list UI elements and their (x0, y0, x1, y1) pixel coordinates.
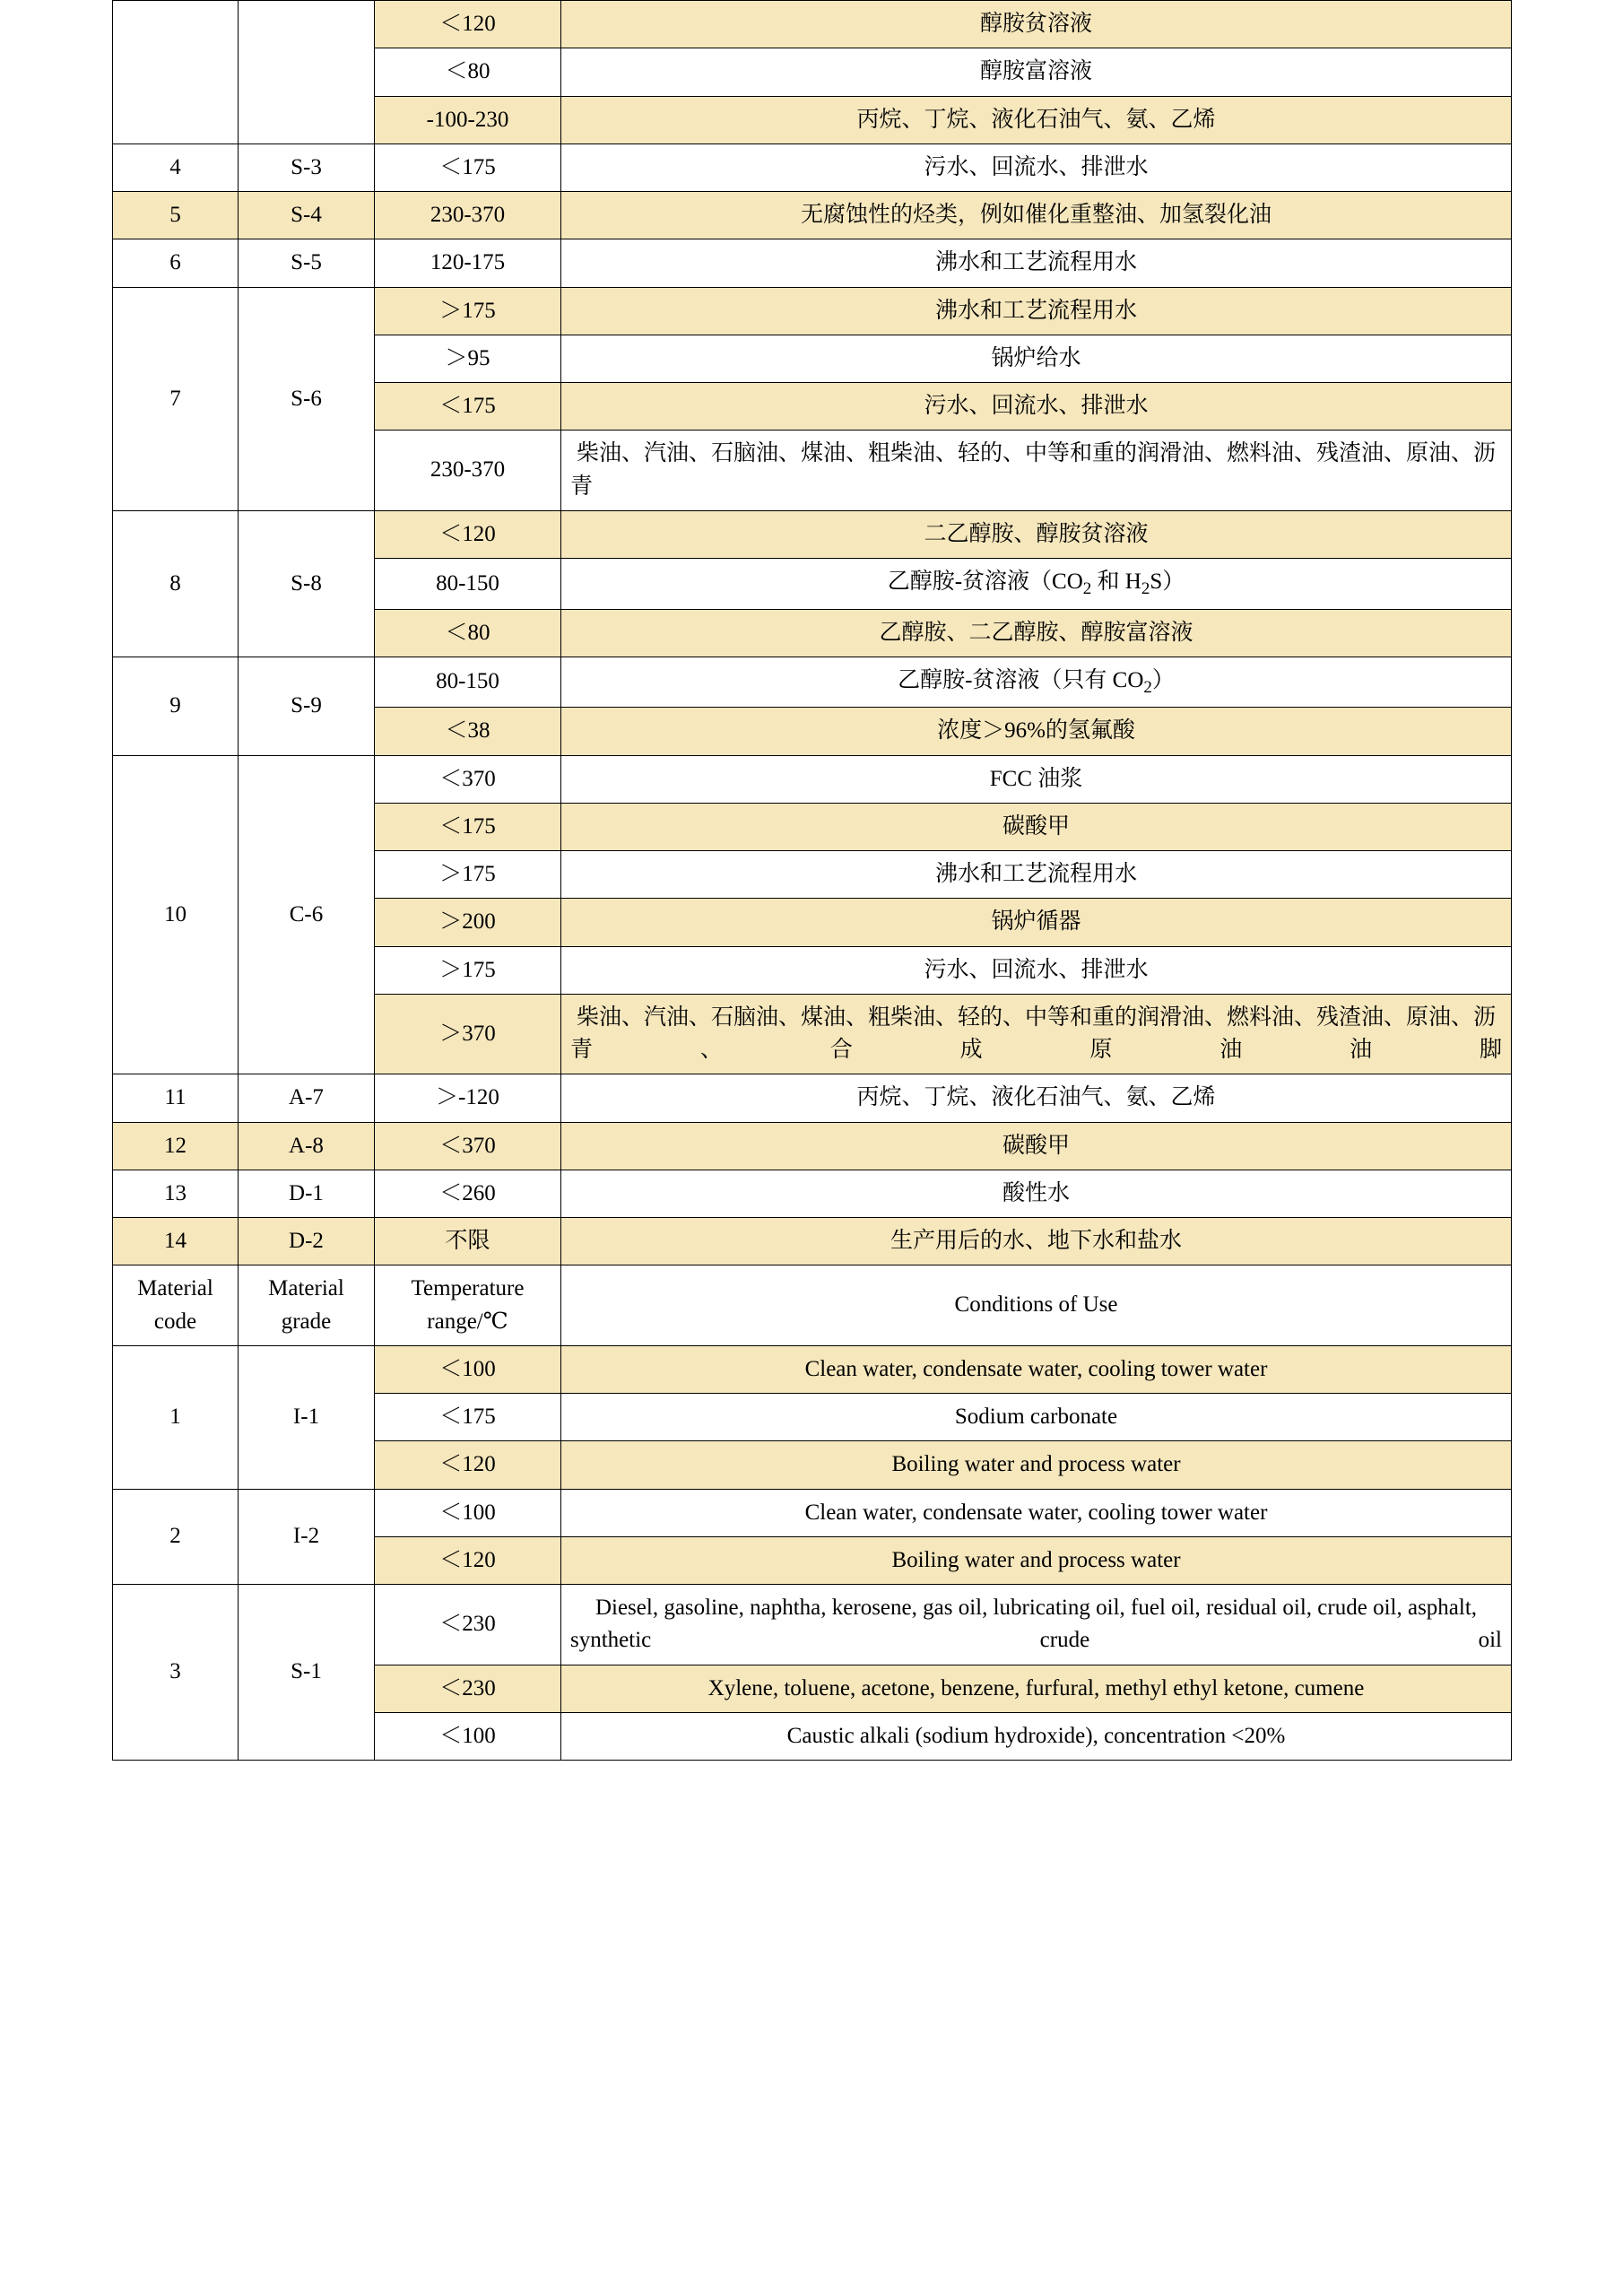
table-row (113, 287, 1512, 335)
material-grade-cell: D-1 (239, 1170, 375, 1217)
condition-cell: 碳酸甲 (561, 1122, 1512, 1170)
subscript-2: 2 (1141, 579, 1150, 598)
table-row (113, 1, 1512, 48)
condition-cell-formula (561, 657, 1512, 708)
header-material-grade (239, 1265, 375, 1346)
material-grade-cell: S-9 (239, 657, 375, 755)
subscript-2: 2 (1143, 677, 1152, 697)
temperature-cell: ＜120 (375, 1536, 561, 1584)
condition-cell: 无腐蚀性的烃类，例如催化重整油、加氢裂化油 (561, 192, 1512, 239)
temperature-cell: ＜230 (375, 1585, 561, 1665)
temperature-cell: ＜370 (375, 1122, 561, 1170)
temperature-cell: ＞370 (375, 994, 561, 1074)
condition-cell: 污水、回流水、排泄水 (561, 383, 1512, 430)
table-row (113, 239, 1512, 287)
header-temperature-range (375, 1265, 561, 1346)
temperature-cell: 不限 (375, 1218, 561, 1265)
formula-text-prefix: 乙醇胺-贫溶液（CO (887, 570, 1083, 594)
condition-cell: Diesel, gasoline, naphtha, kerosene, gas oil, lubricating oil, fuel oil, residual oil, crude oil, asphalt, synthetic crude oil (561, 1585, 1512, 1665)
material-code-cell: 14 (113, 1218, 239, 1265)
material-code-cell: 12 (113, 1122, 239, 1170)
condition-cell: 锅炉给水 (561, 335, 1512, 382)
table-row (113, 1170, 1512, 1217)
header-material-grade-line2: grade (281, 1309, 332, 1334)
table-header-row (113, 1265, 1512, 1346)
temperature-cell: ＜230 (375, 1665, 561, 1712)
material-grade-cell: C-6 (239, 755, 375, 1074)
temperature-cell: ＜80 (375, 609, 561, 657)
material-grade-cell: S-5 (239, 239, 375, 287)
condition-cell: Boiling water and process water (561, 1441, 1512, 1489)
header-conditions-of-use: Conditions of Use (561, 1265, 1512, 1346)
condition-cell: FCC 油浆 (561, 755, 1512, 803)
temperature-cell: ＞175 (375, 946, 561, 994)
condition-cell: Boiling water and process water (561, 1536, 1512, 1584)
table-row (113, 192, 1512, 239)
temperature-cell: ＜120 (375, 1441, 561, 1489)
temperature-cell: ＜260 (375, 1170, 561, 1217)
table-row (113, 1122, 1512, 1170)
material-grade-cell: I-2 (239, 1489, 375, 1585)
condition-cell: 碳酸甲 (561, 803, 1512, 850)
table-row (113, 1345, 1512, 1393)
material-code-cell: 11 (113, 1074, 239, 1122)
temperature-cell: -100-230 (375, 96, 561, 144)
temperature-cell: ＜370 (375, 755, 561, 803)
condition-cell: 污水、回流水、排泄水 (561, 144, 1512, 191)
material-code-cell: 9 (113, 657, 239, 755)
temperature-cell: ＜120 (375, 510, 561, 558)
material-grade-cell: S-3 (239, 144, 375, 191)
condition-cell: 锅炉循器 (561, 899, 1512, 946)
condition-cell: Clean water, condensate water, cooling tower water (561, 1489, 1512, 1536)
material-grade-cell: S-8 (239, 510, 375, 657)
condition-cell: 丙烷、丁烷、液化石油气、氨、乙烯 (561, 96, 1512, 144)
condition-cell: 酸性水 (561, 1170, 1512, 1217)
header-temperature-line1: Temperature (411, 1276, 525, 1301)
condition-cell: Sodium carbonate (561, 1394, 1512, 1441)
condition-cell: 浓度＞96%的氢氟酸 (561, 708, 1512, 755)
condition-cell: 生产用后的水、地下水和盐水 (561, 1218, 1512, 1265)
table-row (113, 1074, 1512, 1122)
condition-cell: 柴油、汽油、石脑油、煤油、粗柴油、轻的、中等和重的润滑油、燃料油、残渣油、原油、沥青、合成原油油脚 (561, 994, 1512, 1074)
formula-text-suffix: S） (1150, 570, 1185, 594)
material-code-cell: 6 (113, 239, 239, 287)
temperature-cell: ＞95 (375, 335, 561, 382)
temperature-cell: ＜100 (375, 1489, 561, 1536)
formula-text-mid: 和 H (1091, 570, 1141, 594)
condition-cell-formula (561, 559, 1512, 610)
material-grade-cell: S-6 (239, 287, 375, 510)
condition-cell: Caustic alkali (sodium hydroxide), concentration <20% (561, 1712, 1512, 1760)
condition-cell: 醇胺富溶液 (561, 48, 1512, 96)
temperature-cell: ＜38 (375, 708, 561, 755)
formula-text-prefix: 乙醇胺-贫溶液（只有 CO (898, 667, 1144, 692)
condition-cell: 沸水和工艺流程用水 (561, 287, 1512, 335)
temperature-cell: ＞200 (375, 899, 561, 946)
temperature-cell: 120-175 (375, 239, 561, 287)
temperature-cell: ＜175 (375, 383, 561, 430)
header-material-code-line1: Material (137, 1276, 213, 1301)
material-grade-cell: A-8 (239, 1122, 375, 1170)
condition-cell: 沸水和工艺流程用水 (561, 851, 1512, 899)
header-temperature-line2: range/℃ (427, 1309, 508, 1334)
material-code-cell: 8 (113, 510, 239, 657)
formula-text-suffix: ） (1151, 667, 1175, 692)
material-code-cell: 13 (113, 1170, 239, 1217)
material-conditions-table (112, 0, 1512, 1761)
material-grade-cell: S-4 (239, 192, 375, 239)
temperature-cell: ＜175 (375, 803, 561, 850)
condition-cell: 醇胺贫溶液 (561, 1, 1512, 48)
condition-cell: 柴油、汽油、石脑油、煤油、粗柴油、轻的、中等和重的润滑油、燃料油、残渣油、原油、沥青 (561, 430, 1512, 511)
material-grade-cell (239, 1, 375, 144)
temperature-cell: ＜100 (375, 1345, 561, 1393)
material-code-cell: 3 (113, 1585, 239, 1761)
table-row (113, 144, 1512, 191)
temperature-cell: ＞-120 (375, 1074, 561, 1122)
material-code-cell: 5 (113, 192, 239, 239)
condition-cell: Clean water, condensate water, cooling tower water (561, 1345, 1512, 1393)
material-code-cell: 4 (113, 144, 239, 191)
material-grade-cell: D-2 (239, 1218, 375, 1265)
header-material-code-line2: code (153, 1309, 197, 1334)
header-material-grade-line1: Material (268, 1276, 344, 1301)
temperature-cell: ＜100 (375, 1712, 561, 1760)
material-code-cell: 10 (113, 755, 239, 1074)
material-grade-cell: I-1 (239, 1345, 375, 1489)
table-row (113, 657, 1512, 708)
temperature-cell: ＞175 (375, 287, 561, 335)
material-code-cell: 7 (113, 287, 239, 510)
temperature-cell: ＞175 (375, 851, 561, 899)
temperature-cell: 80-150 (375, 657, 561, 708)
table-row (113, 510, 1512, 558)
subscript-2: 2 (1082, 579, 1092, 598)
table-row (113, 1585, 1512, 1665)
temperature-cell: ＜175 (375, 144, 561, 191)
table-row (113, 1218, 1512, 1265)
temperature-cell: 230-370 (375, 192, 561, 239)
material-code-cell: 2 (113, 1489, 239, 1585)
condition-cell: Xylene, toluene, acetone, benzene, furfural, methyl ethyl ketone, cumene (561, 1665, 1512, 1712)
table-row (113, 1489, 1512, 1536)
condition-cell: 乙醇胺、二乙醇胺、醇胺富溶液 (561, 609, 1512, 657)
material-grade-cell: A-7 (239, 1074, 375, 1122)
temperature-cell: ＜80 (375, 48, 561, 96)
table-row (113, 755, 1512, 803)
material-code-cell (113, 1, 239, 144)
material-code-cell: 1 (113, 1345, 239, 1489)
header-material-code (113, 1265, 239, 1346)
temperature-cell: ＜175 (375, 1394, 561, 1441)
condition-cell: 污水、回流水、排泄水 (561, 946, 1512, 994)
temperature-cell: 80-150 (375, 559, 561, 610)
condition-cell: 丙烷、丁烷、液化石油气、氨、乙烯 (561, 1074, 1512, 1122)
condition-cell: 二乙醇胺、醇胺贫溶液 (561, 510, 1512, 558)
material-grade-cell: S-1 (239, 1585, 375, 1761)
condition-cell: 沸水和工艺流程用水 (561, 239, 1512, 287)
temperature-cell: ＜120 (375, 1, 561, 48)
temperature-cell: 230-370 (375, 430, 561, 511)
